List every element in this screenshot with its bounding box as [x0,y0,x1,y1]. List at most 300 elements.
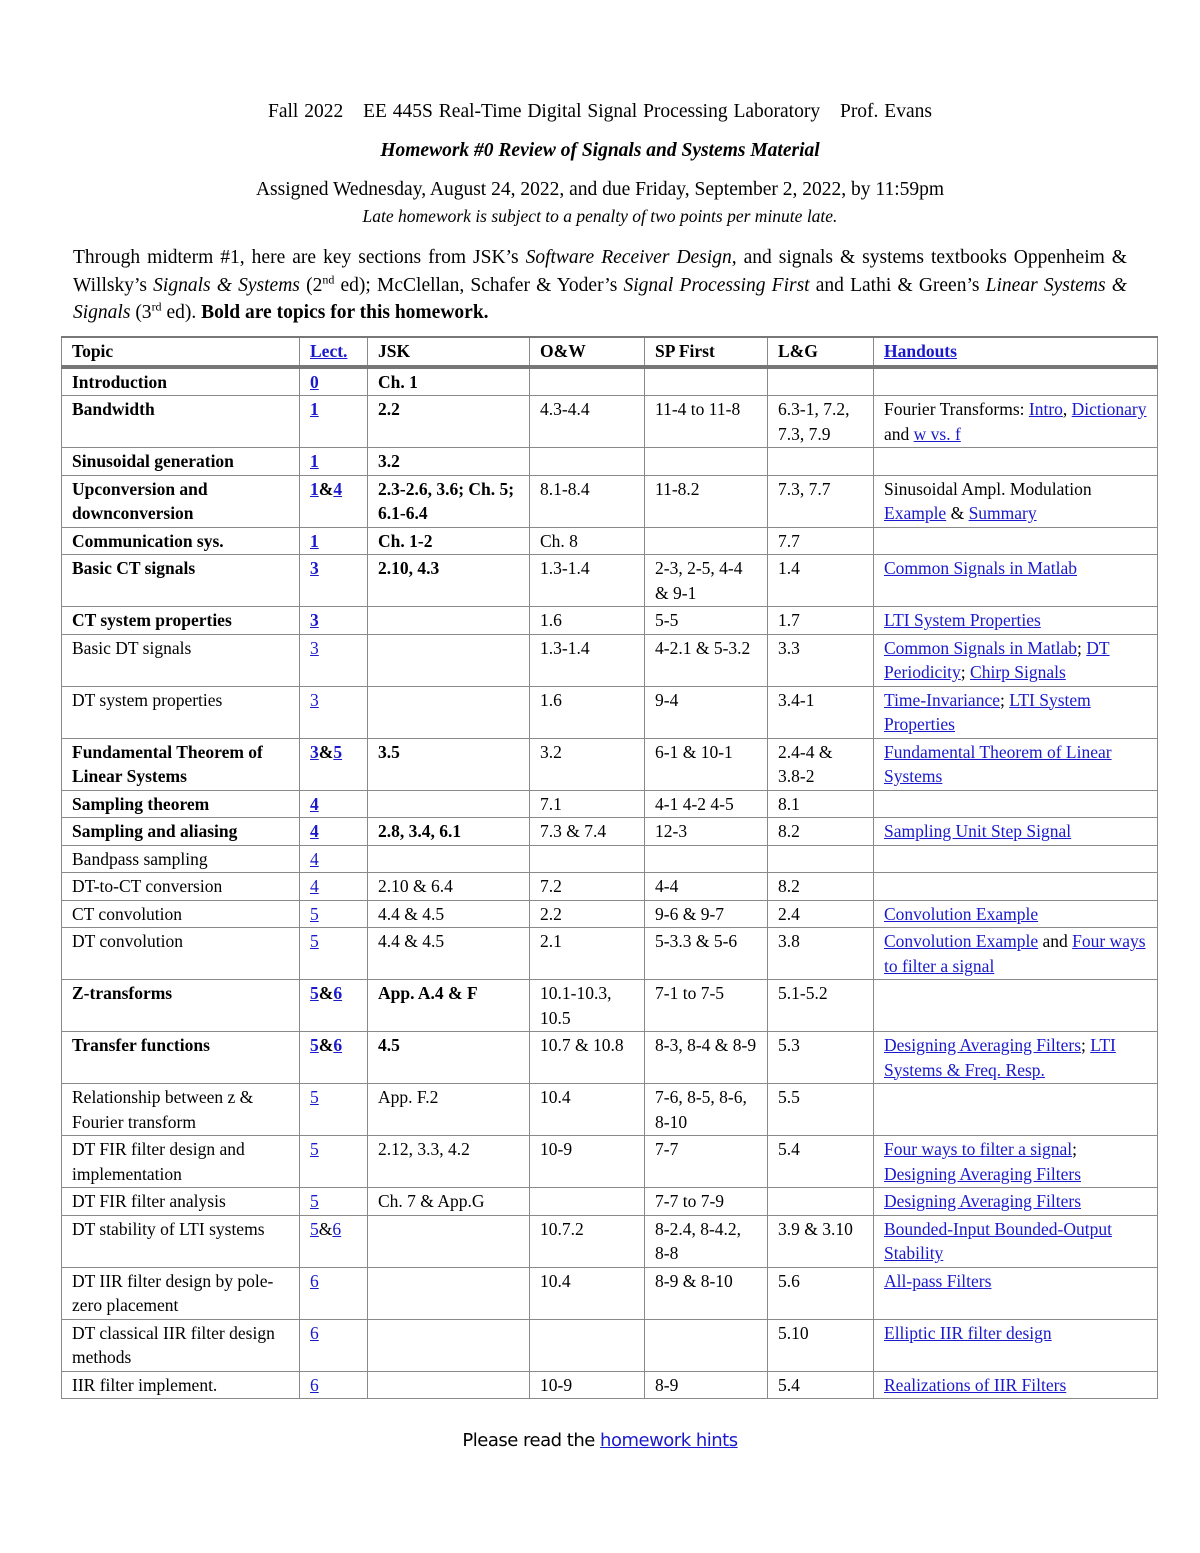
lecture-link[interactable]: 4 [333,478,343,499]
topic-cell: Bandpass sampling [62,845,300,873]
lg-cell: 2.4-4 & 3.8-2 [768,738,874,790]
handout-text: & [946,503,969,523]
topic-cell: Fundamental Theorem of Linear Systems [62,738,300,790]
handout-link[interactable]: w vs. f [913,423,961,444]
topic-cell: CT system properties [62,607,300,635]
lecture-link[interactable]: 1 [310,478,319,499]
spfirst-cell: 12-3 [645,818,768,846]
ow-cell: Ch. 8 [530,527,645,555]
handouts-cell[interactable] [874,818,1158,846]
spfirst-cell: 11-4 to 11-8 [645,396,768,448]
lg-cell: 8.2 [768,873,874,901]
topic-cell: DT-to-CT conversion [62,873,300,901]
lect-cell[interactable] [300,1188,368,1216]
handout-link[interactable]: LTI System Properties [884,689,1091,734]
ow-cell: 10.1-10.3, 10.5 [530,980,645,1032]
handout-link[interactable]: Fundamental Theorem of Linear Systems [884,741,1112,786]
jsk-cell [368,790,530,818]
table-row [62,738,1158,790]
handout-link[interactable]: Designing Averaging Filters [884,1191,1082,1211]
lect-cell[interactable] [300,1032,368,1084]
handouts-cell[interactable] [874,1188,1158,1216]
jsk-cell: Ch. 1-2 [368,527,530,555]
jsk-cell: App. F.2 [368,1084,530,1136]
col-header-lg: L&G [768,337,874,367]
spfirst-cell: 9-4 [645,686,768,738]
lg-cell: 5.10 [768,1319,874,1371]
ow-cell [530,448,645,476]
lect-cell[interactable] [300,1319,368,1371]
spfirst-cell [645,527,768,555]
handouts-cell [874,367,1158,396]
spfirst-cell: 7-6, 8-5, 8-6, 8-10 [645,1084,768,1136]
lecture-link[interactable]: 4 [310,793,319,814]
handouts-cell[interactable] [874,900,1158,928]
handout-text: and [884,423,914,444]
spfirst-cell: 6-1 & 10-1 [645,738,768,790]
topic-cell: Basic DT signals [62,634,300,686]
jsk-cell [368,686,530,738]
topic-cell: DT stability of LTI systems [62,1215,300,1267]
spfirst-cell [645,367,768,396]
lg-cell: 5.4 [768,1371,874,1399]
lect-cell[interactable] [300,475,368,527]
lecture-link[interactable]: 6 [332,1218,342,1239]
topic-cell: DT FIR filter analysis [62,1188,300,1216]
ow-cell [530,1188,645,1216]
jsk-cell [368,1267,530,1319]
lect-cell[interactable] [300,873,368,901]
lecture-link[interactable]: 1 [310,451,319,471]
handouts-cell[interactable] [874,928,1158,980]
handouts-cell [874,1084,1158,1136]
lect-cell[interactable] [300,607,368,635]
topic-cell: DT system properties [62,686,300,738]
lecture-link[interactable]: 6 [333,983,343,1003]
lg-cell: 5.3 [768,1032,874,1084]
lecture-text: & [318,741,334,762]
course-line [0,101,1200,123]
spfirst-cell: 8-2.4, 8-4.2, 8-8 [645,1215,768,1267]
intro-text: (2 [299,274,323,296]
handout-link[interactable]: Designing Averaging Filters [884,1035,1082,1055]
handout-link[interactable]: Summary [968,503,1037,523]
spfirst-cell: 2-3, 2-5, 4-4 & 9-1 [645,555,768,607]
ow-cell: 8.1-8.4 [530,475,645,527]
lg-cell: 3.9 & 3.10 [768,1215,874,1267]
handouts-cell[interactable] [874,607,1158,635]
lg-cell: 1.7 [768,607,874,635]
topic-cell: Communication sys. [62,527,300,555]
lecture-text: & [318,983,334,1003]
instructor: Prof. Evans [839,101,932,122]
handout-link[interactable]: All-pass Filters [884,1270,992,1291]
lecture-link[interactable]: 5 [310,1139,319,1159]
lecture-link[interactable]: 5 [310,931,319,951]
ow-cell: 10.7 & 10.8 [530,1032,645,1084]
handouts-cell[interactable] [874,738,1158,790]
lecture-link[interactable]: 4 [310,848,319,869]
lecture-text: & [318,1218,333,1239]
spfirst-cell: 7-7 to 7-9 [645,1188,768,1216]
lecture-link[interactable]: 3 [310,610,319,630]
book-title: Linear Systems & Signals [73,274,1127,323]
semester: Fall 2022 [268,101,344,122]
jsk-cell: Ch. 7 & App.G [368,1188,530,1216]
lect-cell[interactable] [300,555,368,607]
lecture-link[interactable]: 6 [333,1035,343,1055]
jsk-cell: Ch. 1 [368,367,530,396]
lg-cell: 5.1-5.2 [768,980,874,1032]
topic-cell: Sinusoidal generation [62,448,300,476]
handouts-cell [874,790,1158,818]
spfirst-cell: 4-2.1 & 5-3.2 [645,634,768,686]
lect-cell[interactable] [300,396,368,448]
jsk-cell [368,634,530,686]
ow-cell: 7.2 [530,873,645,901]
jsk-cell: 4.5 [368,1032,530,1084]
intro-text: and Lathi & Green’s [809,274,986,296]
spfirst-cell [645,1319,768,1371]
lg-cell: 1.4 [768,555,874,607]
jsk-cell: 3.2 [368,448,530,476]
footer-note [0,1430,1200,1451]
ow-cell: 1.6 [530,607,645,635]
ow-cell: 10.4 [530,1084,645,1136]
jsk-cell [368,845,530,873]
jsk-cell [368,1215,530,1267]
handouts-cell[interactable] [874,1136,1158,1188]
table-row [62,396,1158,448]
lect-cell[interactable] [300,738,368,790]
table-body [62,367,1158,1399]
table-row [62,1371,1158,1399]
table-row [62,1188,1158,1216]
jsk-cell [368,1371,530,1399]
bold-note: Bold are topics for this homework. [201,302,489,323]
jsk-cell: 2.10 & 6.4 [368,873,530,901]
ow-cell: 1.3-1.4 [530,634,645,686]
lect-cell[interactable] [300,818,368,846]
intro-text: ed); McClellan, Schafer & Yoder’s [334,274,624,296]
handout-link[interactable]: Four ways to filter a signal [884,1139,1073,1159]
lecture-link[interactable]: 3 [310,558,319,578]
col-header-lect[interactable] [300,337,368,367]
table-header-row [62,337,1158,367]
handout-link[interactable]: Chirp Signals [970,662,1066,682]
handouts-cell [874,873,1158,901]
table-row [62,367,1158,396]
topic-cell: Sampling theorem [62,790,300,818]
lecture-link[interactable]: 5 [310,983,319,1003]
lg-cell [768,367,874,396]
handouts-cell[interactable] [874,1215,1158,1267]
table-row [62,634,1158,686]
footer-text: Please read the [462,1430,601,1451]
col-header-jsk: JSK [368,337,530,367]
handout-link[interactable]: LTI System Properties [884,610,1041,630]
lecture-link[interactable]: 0 [310,371,319,392]
handout-text: Sinusoidal Ampl. Modulation [884,478,1092,499]
handouts-cell[interactable] [874,686,1158,738]
handout-link[interactable]: Time-Invariance [884,689,1000,710]
ow-cell: 2.1 [530,928,645,980]
ow-cell: 10-9 [530,1371,645,1399]
handout-link[interactable]: Common Signals in Matlab [884,558,1077,578]
jsk-cell: 2.8, 3.4, 6.1 [368,818,530,846]
lg-cell [768,845,874,873]
lect-cell[interactable] [300,634,368,686]
handouts-cell[interactable] [874,1032,1158,1084]
intro-paragraph [73,244,1127,327]
lecture-link[interactable]: 3 [310,637,319,658]
lecture-link[interactable]: 6 [310,1270,319,1291]
table-row [62,928,1158,980]
handout-text: ; [1081,1035,1091,1055]
lect-cell[interactable] [300,527,368,555]
handout-link[interactable]: Sampling Unit Step Signal [884,821,1072,841]
lecture-link[interactable]: 5 [310,903,319,924]
col-header-topic: Topic [62,337,300,367]
intro-text: , and signals & systems textbooks Oppenheim & Willsky’s [73,247,1127,296]
table-row [62,527,1158,555]
handout-link[interactable]: LTI Systems & Freq. Resp. [884,1035,1116,1080]
lect-cell[interactable] [300,845,368,873]
lecture-link[interactable]: 4 [310,821,319,841]
lg-cell: 5.4 [768,1136,874,1188]
topic-cell: DT IIR filter design by pole-zero placement [62,1267,300,1319]
ow-cell: 7.1 [530,790,645,818]
spfirst-cell: 5-3.3 & 5-6 [645,928,768,980]
table-row [62,1267,1158,1319]
spfirst-cell: 7-1 to 7-5 [645,980,768,1032]
handouts-header-link[interactable]: Handouts [884,341,957,361]
handouts-cell[interactable] [874,555,1158,607]
jsk-cell: 4.4 & 4.5 [368,928,530,980]
lect-header-link[interactable]: Lect. [310,341,348,361]
book-title: Signal Processing First [623,274,810,296]
spfirst-cell: 7-7 [645,1136,768,1188]
spfirst-cell: 8-9 [645,1371,768,1399]
lect-cell[interactable] [300,928,368,980]
lecture-text: & [318,1035,334,1055]
intro-text: (3 [130,302,152,323]
spfirst-cell: 4-4 [645,873,768,901]
page-title: Homework #0 Review of Signals and Systems Material [380,140,820,161]
lg-cell: 8.1 [768,790,874,818]
lg-cell: 5.6 [768,1267,874,1319]
ow-cell: 3.2 [530,738,645,790]
lecture-link[interactable]: 3 [310,741,319,762]
handout-text: ; [1077,637,1087,658]
table-row [62,607,1158,635]
col-header-handouts[interactable] [874,337,1158,367]
spfirst-cell [645,845,768,873]
lect-cell[interactable] [300,790,368,818]
jsk-cell: 2.10, 4.3 [368,555,530,607]
topic-cell: Z-transforms [62,980,300,1032]
course-name: EE 445S Real-Time Digital Signal Processing Laboratory [363,101,821,122]
handout-text: , [1062,399,1072,419]
topic-cell: DT convolution [62,928,300,980]
lg-cell: 3.3 [768,634,874,686]
lecture-link[interactable]: 5 [310,1218,319,1239]
lect-cell[interactable] [300,1136,368,1188]
ow-cell: 2.2 [530,900,645,928]
table-row [62,1319,1158,1371]
lecture-link[interactable]: 4 [310,876,319,896]
spfirst-cell: 9-6 & 9-7 [645,900,768,928]
ow-cell: 7.3 & 7.4 [530,818,645,846]
jsk-cell [368,1319,530,1371]
handout-text: Fourier Transforms: [884,399,1029,419]
handout-link[interactable]: Convolution Example [884,931,1039,951]
spfirst-cell: 11-8.2 [645,475,768,527]
lg-cell: 2.4 [768,900,874,928]
lecture-link[interactable]: 5 [310,1035,319,1055]
topic-cell: Sampling and aliasing [62,818,300,846]
lecture-link[interactable]: 5 [333,741,343,762]
lg-cell: 8.2 [768,818,874,846]
topic-cell: Relationship between z & Fourier transform [62,1084,300,1136]
ow-cell: 4.3-4.4 [530,396,645,448]
ow-cell: 1.3-1.4 [530,555,645,607]
lect-cell[interactable] [300,1371,368,1399]
lect-cell[interactable] [300,367,368,396]
lect-cell[interactable] [300,1084,368,1136]
lg-cell: 6.3-1, 7.2, 7.3, 7.9 [768,396,874,448]
ow-cell: 1.6 [530,686,645,738]
table-row [62,475,1158,527]
ow-cell: 10.4 [530,1267,645,1319]
handout-link[interactable]: Common Signals in Matlab [884,637,1077,658]
lect-cell[interactable] [300,980,368,1032]
lecture-link[interactable]: 3 [310,689,319,710]
table-row [62,686,1158,738]
jsk-cell [368,607,530,635]
handouts-cell [874,980,1158,1032]
handouts-cell[interactable] [874,1267,1158,1319]
spfirst-cell: 4-1 4-2 4-5 [645,790,768,818]
table-row [62,845,1158,873]
table-row [62,1136,1158,1188]
lg-cell: 5.5 [768,1084,874,1136]
lecture-link[interactable]: 1 [310,530,319,551]
lecture-link[interactable]: 6 [310,1322,319,1343]
lect-cell[interactable] [300,448,368,476]
table-row [62,555,1158,607]
handout-link[interactable]: Designing Averaging Filters [884,1163,1082,1184]
handout-link[interactable]: Four ways to filter a signal [884,931,1146,976]
lecture-text: & [318,478,334,499]
handout-link[interactable]: Bounded-Input Bounded-Output Stability [884,1218,1112,1263]
lg-cell [768,448,874,476]
handouts-cell[interactable] [874,1371,1158,1399]
handouts-cell[interactable] [874,634,1158,686]
topic-cell: DT FIR filter design and implementation [62,1136,300,1188]
lect-cell[interactable] [300,1267,368,1319]
handouts-cell[interactable] [874,1319,1158,1371]
table-row [62,818,1158,846]
homework-hints-link[interactable]: homework hints [600,1430,738,1451]
jsk-cell: App. A.4 & F [368,980,530,1032]
assigned-dates: Assigned Wednesday, August 24, 2022, and due Friday, September 2, 2022, by 11:59pm [255,179,945,200]
superscript: rd [151,299,162,314]
ow-cell: 10-9 [530,1136,645,1188]
col-header-ow: O&W [530,337,645,367]
lecture-link[interactable]: 6 [310,1374,319,1395]
table-row [62,1084,1158,1136]
topic-cell: Transfer functions [62,1032,300,1084]
lecture-link[interactable]: 1 [310,399,319,419]
handout-text: ; [1072,1139,1077,1159]
intro-text: Through midterm #1, here are key sections from JSK’s [73,247,526,268]
ow-cell [530,845,645,873]
handout-link[interactable]: Dictionary [1071,399,1147,419]
topic-cell: Bandwidth [62,396,300,448]
col-header-spfirst: SP First [645,337,768,367]
jsk-cell: 4.4 & 4.5 [368,900,530,928]
spfirst-cell [645,448,768,476]
lg-cell: 3.8 [768,928,874,980]
lecture-link[interactable]: 5 [310,1087,319,1107]
spfirst-cell: 5-5 [645,607,768,635]
handout-link[interactable]: Intro [1028,399,1063,419]
handout-link[interactable]: Convolution Example [884,903,1039,924]
superscript: nd [322,272,335,286]
table-row [62,900,1158,928]
lect-cell[interactable] [300,1215,368,1267]
topic-cell: IIR filter implement. [62,1371,300,1399]
table-row [62,1215,1158,1267]
table-row [62,873,1158,901]
handout-text: ; [960,662,971,682]
ow-cell [530,1319,645,1371]
topic-cell: CT convolution [62,900,300,928]
handout-text: ; [999,689,1010,710]
handout-link[interactable]: Example [884,503,947,523]
handouts-cell[interactable] [874,396,1158,448]
topics-table [61,336,1158,1399]
jsk-cell: 2.12, 3.3, 4.2 [368,1136,530,1188]
late-policy: Late homework is subject to a penalty of two points per minute late. [362,206,838,226]
lg-cell: 3.4-1 [768,686,874,738]
topic-cell: Introduction [62,367,300,396]
topic-cell: Upconversion and downconversion [62,475,300,527]
handout-link[interactable]: Realizations of IIR Filters [884,1374,1067,1395]
lg-cell [768,1188,874,1216]
lg-cell: 7.7 [768,527,874,555]
spfirst-cell: 8-3, 8-4 & 8-9 [645,1032,768,1084]
book-title: Signals & Systems [153,274,300,296]
table-row [62,1032,1158,1084]
book-title: Software Receiver Design [525,247,732,268]
intro-text: ed). [161,302,202,323]
lecture-link[interactable]: 5 [310,1191,319,1211]
handout-link[interactable]: DT Periodicity [884,637,1110,682]
ow-cell [530,367,645,396]
lect-cell[interactable] [300,686,368,738]
handouts-cell[interactable] [874,475,1158,527]
handouts-cell [874,527,1158,555]
jsk-cell: 2.2 [368,396,530,448]
topic-cell: DT classical IIR filter design methods [62,1319,300,1371]
jsk-cell: 3.5 [368,738,530,790]
lect-cell[interactable] [300,900,368,928]
handout-link[interactable]: Elliptic IIR filter design [884,1322,1052,1343]
topic-cell: Basic CT signals [62,555,300,607]
handout-text: and [1038,931,1073,951]
